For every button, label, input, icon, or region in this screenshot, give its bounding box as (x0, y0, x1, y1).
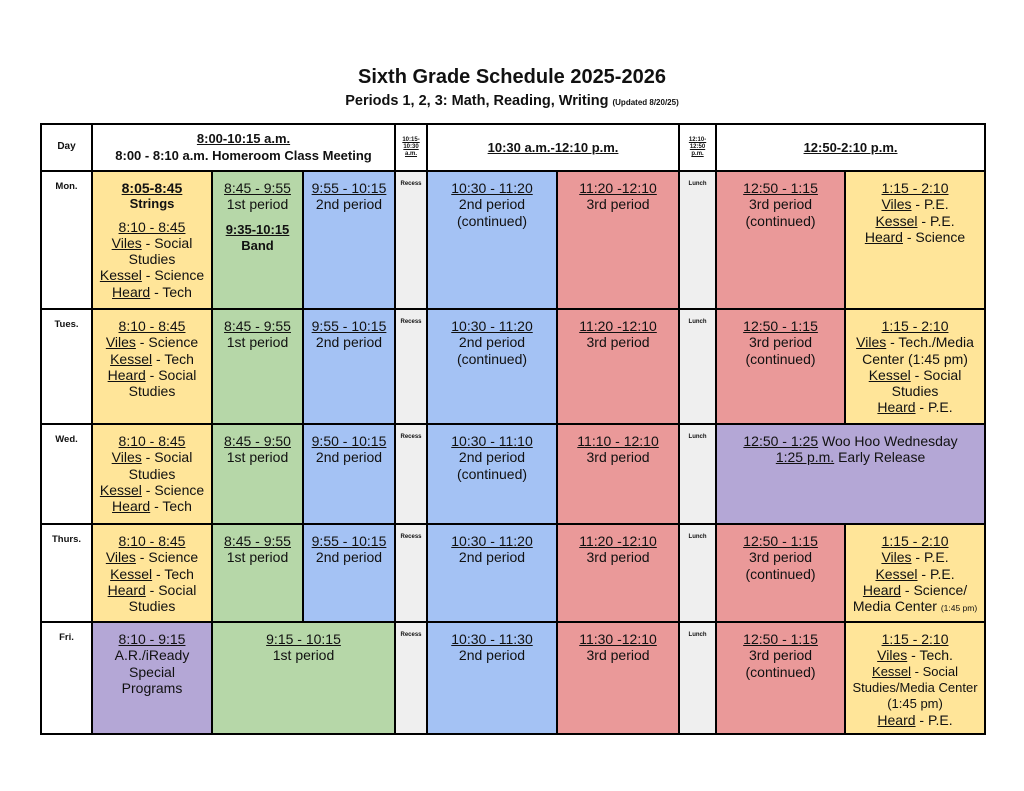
period-label: 2nd period (458, 647, 526, 664)
teacher-name: Kessel (875, 565, 918, 582)
teacher-name: Kessel (110, 565, 153, 582)
afternoon-special-cell (845, 171, 985, 309)
period-time: 9:55 - 10:15 (311, 180, 387, 196)
early-release-time: 12:50 - 1:25 (743, 433, 819, 449)
lunch-cell: Lunch (679, 524, 716, 622)
period-label: 3rd period (586, 196, 650, 213)
teacher-name: Heard (107, 366, 146, 383)
lunch-cell: Lunch (679, 622, 716, 734)
period2-cell (303, 424, 395, 524)
teacher-subject: - Science (141, 267, 205, 284)
period-note: (continued) (745, 212, 816, 229)
homeroom-cell (92, 524, 212, 622)
period3-cont-cell (716, 171, 845, 309)
teacher-subject: - Tech (152, 350, 194, 367)
period-time: 11:10 - 12:10 (577, 433, 659, 449)
period-note: (continued) (456, 465, 528, 482)
teacher-subject: - P.E. (917, 212, 955, 229)
period-time: 8:45 - 9:55 (224, 318, 291, 334)
period3-cell (557, 424, 679, 524)
teacher-name: Heard (877, 712, 916, 729)
period1-cell (212, 622, 395, 734)
teacher-name: Kessel (99, 267, 142, 284)
gap1-header (395, 124, 427, 171)
teacher-subject: - Tech (150, 498, 192, 515)
block3-header (716, 124, 985, 171)
block3-time: 12:50-2:10 p.m. (803, 139, 898, 155)
teacher-subject: - Science (902, 228, 966, 245)
period-label: 1st period (226, 449, 289, 466)
strings-time: 8:05-8:45 (121, 180, 183, 196)
teacher-name: Kessel (99, 481, 142, 498)
period-label: 3rd period (749, 549, 813, 566)
period3-cell (557, 524, 679, 622)
recess-cell: Recess (395, 309, 427, 424)
homeroom-time: 8:10 - 8:45 (118, 318, 186, 334)
teacher-subject: - Science (141, 481, 205, 498)
period-time: 12:50 - 1:15 (743, 180, 818, 196)
period1-cell (212, 309, 303, 424)
period-label: 3rd period (586, 647, 650, 664)
period-label: 3rd period (586, 549, 650, 566)
teacher-name: Viles (111, 449, 142, 466)
period-label: 3rd period (749, 334, 813, 351)
page-subtitle (0, 93, 1024, 109)
early-release-time: 1:25 p.m. (775, 449, 835, 466)
teacher-subject: - Social Studies (128, 581, 197, 615)
recess-cell: Recess (395, 622, 427, 734)
period-label: 2nd period (315, 334, 383, 351)
gap1-line: 10:15- (402, 137, 420, 143)
period-time: 9:55 - 10:15 (311, 533, 387, 549)
period-label: 3rd period (586, 449, 650, 466)
early-release-cell (716, 424, 985, 524)
period-note: (continued) (456, 350, 528, 367)
period-note: (continued) (745, 350, 816, 367)
teacher-subject: - P.E. (915, 712, 953, 729)
teacher-name: Kessel (875, 212, 918, 229)
teacher-name: Heard (107, 581, 146, 598)
period-time: 12:50 - 1:15 (743, 318, 818, 334)
teacher-subject: - Science (135, 549, 199, 566)
period1-cell (212, 524, 303, 622)
day-label: Tues. (41, 309, 92, 424)
early-release-text: Early Release (834, 449, 926, 466)
teacher-name: Kessel (110, 350, 153, 367)
period-label: 3rd period (749, 647, 813, 664)
day-row-tue (41, 309, 985, 424)
gap1-line: a.m. (405, 151, 418, 157)
period-time: 8:45 - 9:50 (224, 433, 291, 449)
day-row-fri (41, 622, 985, 734)
recess-cell: Recess (395, 171, 427, 309)
period-time: 10:30 - 11:30 (451, 631, 533, 647)
block2-header (427, 124, 679, 171)
special-time: 1:15 - 2:10 (881, 631, 949, 647)
homeroom-cell (92, 309, 212, 424)
teacher-subject: - P.E. (917, 565, 955, 582)
period-label: 1st period (226, 196, 289, 213)
period-time: 10:30 - 11:20 (451, 533, 533, 549)
recess-cell: Recess (395, 424, 427, 524)
period-time: 12:50 - 1:15 (743, 533, 818, 549)
period-time: 8:45 - 9:55 (224, 533, 291, 549)
teacher-subject: - P.E. (915, 399, 953, 416)
period-label: 1st period (226, 549, 289, 566)
gap2-line: 12:10- (688, 137, 707, 143)
period1-cell (212, 171, 303, 309)
teacher-name: Heard (862, 581, 902, 598)
block2-time: 10:30 a.m.-12:10 p.m. (487, 139, 619, 155)
period-label: 3rd period (586, 334, 650, 351)
teacher-subject: - Social Studies (128, 234, 193, 268)
teacher-name: Viles (856, 334, 887, 351)
day-row-mon (41, 171, 985, 309)
period2-cell (303, 171, 395, 309)
teacher-subject: - Tech. (907, 647, 953, 664)
period-time: 11:20 -12:10 (579, 180, 657, 196)
teacher-name: Viles (105, 334, 136, 351)
teacher-name: Heard (864, 228, 903, 245)
period-label: 1st period (272, 647, 335, 664)
teacher-subject: - Tech (150, 283, 192, 300)
day-label: Thurs. (41, 524, 92, 622)
period2-cell (303, 524, 395, 622)
period-label: 2nd period (315, 549, 383, 566)
period-time: 10:30 - 11:20 (451, 318, 533, 334)
recess-cell: Recess (395, 524, 427, 622)
lunch-cell: Lunch (679, 171, 716, 309)
homeroom-time: 8:10 - 8:45 (118, 533, 186, 549)
period3-cell (557, 309, 679, 424)
period2-cont-cell (427, 524, 557, 622)
period-time: 8:10 - 9:15 (118, 631, 186, 647)
gap2-header (679, 124, 716, 171)
teacher-subject: - P.E. (911, 549, 949, 566)
schedule-table (40, 123, 986, 735)
page-title: Sixth Grade Schedule 2025-2026 (358, 66, 666, 88)
period2-cont-cell (427, 171, 557, 309)
teacher-name: Heard (112, 283, 151, 300)
period3-cont-cell (716, 524, 845, 622)
period-label: 2nd period (458, 549, 526, 566)
day-row-wed (41, 424, 985, 524)
homeroom-note: 8:00 - 8:10 a.m. Homeroom Class Meeting (115, 147, 372, 163)
teacher-name: Kessel (872, 663, 912, 679)
period-label: 2nd period (315, 196, 383, 213)
block1-time: 8:00-10:15 a.m. (196, 131, 291, 147)
teacher-name: Viles (881, 196, 912, 213)
period-time: 11:20 -12:10 (579, 533, 657, 549)
lunch-cell: Lunch (679, 424, 716, 524)
header-row (41, 124, 985, 171)
period-label: A.R./iReady Special Programs (114, 647, 190, 696)
teacher-subject: - Science/ Media Center (852, 581, 968, 615)
teacher-subject: - Social Studies (891, 366, 962, 400)
teacher-subject: - P.E. (911, 196, 949, 213)
teacher-subject: - Tech./Media Center (1:45 pm) (862, 334, 974, 367)
period-label: 2nd period (458, 449, 526, 466)
period-label: 2nd period (458, 334, 526, 351)
gap2-line: 12:50 (689, 144, 706, 150)
teacher-name: Viles (111, 234, 142, 251)
period-time: 10:30 - 11:10 (451, 433, 533, 449)
day-label: Mon. (41, 171, 92, 309)
special-time: 1:15 - 2:10 (881, 318, 949, 334)
teacher-name: Kessel (868, 366, 911, 383)
teacher-note: (1:45 pm) (940, 603, 978, 614)
teacher-name: Viles (877, 647, 908, 664)
teacher-subject: - Social Studies (128, 366, 197, 400)
period-time: 9:15 - 10:15 (266, 631, 341, 647)
period2-cont-cell (427, 424, 557, 524)
period-time: 9:50 - 10:15 (311, 433, 387, 449)
period-time: 8:45 - 9:55 (224, 180, 291, 196)
subtitle-text: Periods 1, 2, 3: Math, Reading, Writing (345, 93, 609, 109)
teacher-subject: - Tech (152, 565, 194, 582)
teacher-name: Heard (112, 498, 151, 515)
homeroom-cell (92, 171, 212, 309)
band-time: 9:35-10:15 (225, 221, 290, 237)
period3-cont-cell (716, 309, 845, 424)
homeroom-cell (92, 424, 212, 524)
updated-note: (Updated 8/20/25) (612, 98, 679, 107)
day-label: Wed. (41, 424, 92, 524)
teacher-name: Viles (105, 549, 136, 566)
period3-cell (557, 171, 679, 309)
homeroom-time: 8:10 - 8:45 (118, 433, 186, 449)
period2-cont-cell (427, 622, 557, 734)
period-time: 10:30 - 11:20 (451, 180, 533, 196)
period-label: 1st period (226, 334, 289, 351)
block1-header (92, 124, 395, 171)
period-note: (continued) (745, 663, 816, 680)
afternoon-special-cell (845, 524, 985, 622)
teacher-name: Viles (881, 549, 912, 566)
period-time: 11:30 -12:10 (579, 631, 657, 647)
period3-cont-cell (716, 622, 845, 734)
period-time: 12:50 - 1:15 (743, 631, 818, 647)
strings-label: Strings (129, 196, 175, 212)
gap1-line: 10:30 (403, 144, 419, 150)
lunch-cell: Lunch (679, 309, 716, 424)
period-note: (continued) (456, 212, 528, 229)
afternoon-special-cell (845, 309, 985, 424)
band-label: Band (241, 237, 274, 253)
period-label: 2nd period (315, 449, 383, 466)
period-label: 2nd period (458, 196, 526, 213)
period-time: 9:55 - 10:15 (311, 318, 387, 334)
day-row-thu (41, 524, 985, 622)
period-label: 3rd period (749, 196, 813, 213)
period1-cell (212, 424, 303, 524)
day-label: Fri. (41, 622, 92, 734)
period-time: 11:20 -12:10 (579, 318, 657, 334)
homeroom-time: 8:10 - 8:45 (118, 218, 186, 235)
afternoon-special-cell (845, 622, 985, 734)
period2-cell (303, 309, 395, 424)
gap2-line: p.m. (691, 151, 704, 157)
special-programs-cell (92, 622, 212, 734)
day-header: Day (41, 124, 92, 171)
teacher-subject: - Social Studies/Media Center (1:45 pm) (852, 663, 978, 712)
period2-cont-cell (427, 309, 557, 424)
teacher-subject: - Science (135, 334, 199, 351)
special-time: 1:15 - 2:10 (881, 533, 949, 549)
teacher-name: Heard (877, 399, 916, 416)
period3-cell (557, 622, 679, 734)
early-release-text: Woo Hoo Wednesday (818, 433, 958, 449)
teacher-subject: - Social Studies (128, 449, 193, 482)
special-time: 1:15 - 2:10 (881, 180, 949, 196)
period-note: (continued) (745, 565, 816, 582)
